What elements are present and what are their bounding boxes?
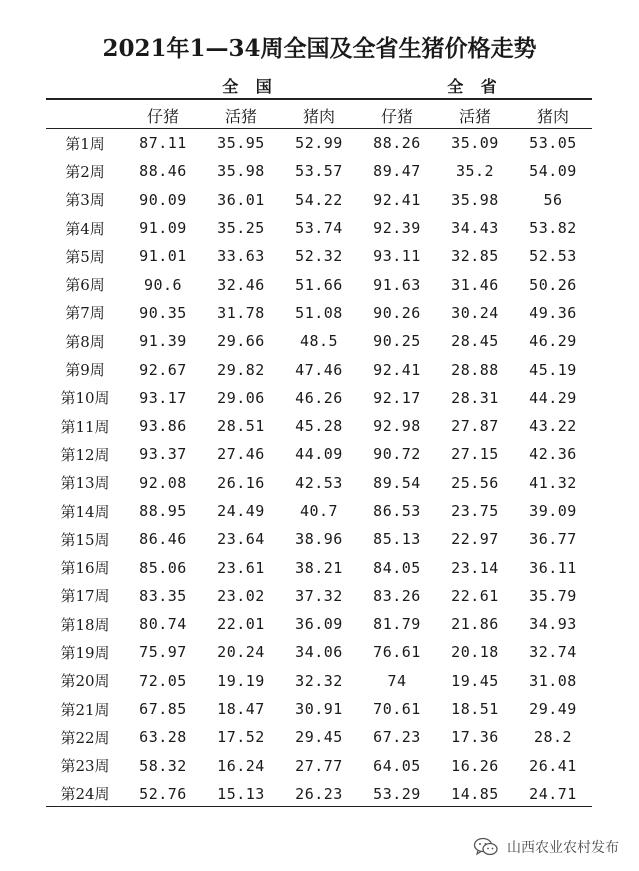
price-cell: 18.51 — [451, 700, 499, 719]
price-cell: 36.11 — [529, 558, 577, 577]
price-cell: 63.28 — [139, 728, 187, 747]
table-row — [46, 553, 592, 581]
price-cell: 23.75 — [451, 502, 499, 520]
price-cell: 36.01 — [217, 190, 265, 209]
table-row — [46, 270, 592, 298]
price-cell: 34.06 — [295, 643, 343, 662]
table-row — [46, 638, 592, 666]
price-cell: 17.52 — [217, 728, 265, 747]
price-cell: 89.54 — [373, 473, 421, 492]
price-cell: 42.53 — [295, 473, 343, 492]
price-cell: 48.5 — [299, 332, 339, 351]
column-header: 活猪 — [224, 106, 257, 126]
price-cell: 90.09 — [139, 190, 187, 209]
week-label: 第3周 — [65, 191, 105, 210]
price-cell: 35.95 — [217, 134, 265, 153]
table-row — [46, 610, 592, 638]
price-cell: 30.24 — [451, 303, 499, 322]
price-cell: 33.63 — [217, 247, 265, 266]
price-cell: 18.47 — [217, 700, 265, 719]
week-label: 第21周 — [60, 700, 110, 719]
week-label: 第16周 — [60, 559, 110, 578]
price-cell: 34.93 — [529, 615, 577, 634]
price-cell: 84.05 — [373, 558, 421, 577]
price-cell: 16.26 — [451, 756, 499, 775]
price-cell: 53.05 — [529, 134, 577, 153]
price-cell: 23.02 — [217, 586, 265, 605]
bottom-rule — [46, 806, 592, 807]
price-cell: 46.29 — [529, 332, 577, 351]
column-header: 仔猪 — [146, 106, 179, 126]
price-cell: 92.41 — [373, 190, 421, 209]
price-cell: 86.46 — [139, 530, 187, 549]
price-cell: 89.47 — [373, 162, 421, 181]
week-label: 第11周 — [60, 417, 110, 436]
price-cell: 47.46 — [295, 360, 343, 379]
price-cell: 64.05 — [373, 756, 421, 775]
page-title: 2021年1—34周全国及全省生猪价格走势 — [102, 35, 537, 62]
price-cell: 90.6 — [143, 275, 183, 294]
price-cell: 45.19 — [529, 360, 577, 379]
price-cell: 25.56 — [451, 473, 499, 492]
price-cell: 28.45 — [451, 332, 499, 351]
week-label: 第5周 — [65, 247, 105, 266]
week-label: 第24周 — [60, 785, 110, 804]
price-cell: 75.97 — [139, 643, 187, 662]
watermark — [473, 837, 619, 857]
price-cell: 23.64 — [217, 530, 265, 549]
price-cell: 39.09 — [529, 502, 577, 520]
column-group-header — [0, 74, 639, 98]
price-cell: 92.67 — [139, 360, 187, 379]
price-cell: 67.85 — [139, 700, 187, 719]
table-row — [46, 186, 592, 214]
price-cell: 90.25 — [373, 332, 421, 351]
price-cell: 36.09 — [295, 615, 343, 634]
table-row — [46, 582, 592, 610]
price-cell: 52.32 — [295, 247, 343, 266]
table-row — [46, 157, 592, 185]
price-cell: 52.53 — [529, 247, 577, 266]
price-cell: 92.39 — [373, 219, 421, 238]
price-cell: 23.61 — [217, 558, 265, 577]
price-cell: 54.09 — [529, 162, 577, 181]
price-cell: 91.09 — [139, 219, 187, 238]
week-label: 第15周 — [60, 530, 110, 549]
price-cell: 24.71 — [529, 784, 577, 803]
week-label: 第6周 — [65, 276, 105, 295]
price-cell: 92.98 — [373, 417, 421, 436]
price-cell: 85.06 — [139, 558, 187, 577]
price-cell: 90.35 — [139, 303, 187, 322]
column-header: 活猪 — [458, 106, 491, 126]
price-cell: 27.77 — [295, 756, 343, 775]
price-cell: 93.11 — [373, 247, 421, 266]
table-row — [46, 469, 592, 497]
price-cell: 27.15 — [451, 445, 499, 464]
price-cell: 83.35 — [139, 586, 187, 605]
price-cell: 29.82 — [217, 360, 265, 379]
price-cell: 29.49 — [529, 700, 577, 719]
price-cell: 19.45 — [451, 671, 499, 690]
wechat-icon — [473, 837, 499, 857]
price-cell: 83.26 — [373, 586, 421, 605]
price-cell: 42.36 — [529, 445, 577, 464]
group-label-national: 全 国 — [222, 77, 278, 96]
price-cell: 52.99 — [295, 134, 343, 153]
price-table — [46, 101, 592, 808]
price-cell: 45.28 — [295, 417, 343, 436]
price-cell: 80.74 — [139, 615, 187, 634]
price-cell: 92.17 — [373, 388, 421, 407]
column-header — [46, 101, 124, 129]
price-cell: 90.26 — [373, 303, 421, 322]
price-cell: 85.13 — [373, 530, 421, 549]
price-cell: 70.61 — [373, 700, 421, 719]
price-cell: 93.86 — [139, 417, 187, 436]
price-cell: 81.79 — [373, 615, 421, 634]
price-cell: 91.01 — [139, 247, 187, 266]
table-row — [46, 497, 592, 525]
price-cell: 53.82 — [529, 219, 577, 238]
price-cell: 23.14 — [451, 558, 499, 577]
column-header: 猪肉 — [302, 106, 335, 126]
price-cell: 24.49 — [217, 502, 265, 520]
table-row — [46, 780, 592, 808]
price-cell: 91.39 — [139, 332, 187, 351]
price-cell: 26.41 — [529, 756, 577, 775]
price-cell: 20.18 — [451, 643, 499, 662]
price-cell: 92.41 — [373, 360, 421, 379]
price-cell: 43.22 — [529, 417, 577, 436]
table-row — [46, 242, 592, 270]
week-label: 第9周 — [65, 361, 105, 380]
price-cell: 26.23 — [295, 784, 343, 803]
price-cell: 44.29 — [529, 388, 577, 407]
price-cell: 52.76 — [139, 784, 187, 803]
week-label: 第13周 — [60, 474, 110, 493]
week-label: 第8周 — [65, 332, 105, 351]
table-row — [46, 695, 592, 723]
price-cell: 90.72 — [373, 445, 421, 464]
price-cell: 93.37 — [139, 445, 187, 464]
table-row — [46, 214, 592, 242]
table-row — [46, 412, 592, 440]
price-cell: 32.74 — [529, 643, 577, 662]
table-row — [46, 355, 592, 383]
week-label: 第20周 — [60, 672, 110, 691]
week-label: 第4周 — [65, 219, 105, 238]
price-cell: 31.46 — [451, 275, 499, 294]
week-label: 第7周 — [65, 304, 105, 323]
price-cell: 40.7 — [299, 502, 339, 520]
price-cell: 35.98 — [217, 162, 265, 181]
price-cell: 14.85 — [451, 784, 499, 803]
price-cell: 51.66 — [295, 275, 343, 294]
price-cell: 76.61 — [373, 643, 421, 662]
price-cell: 53.74 — [295, 219, 343, 238]
price-cell: 38.21 — [295, 558, 343, 577]
price-cell: 93.17 — [139, 388, 187, 407]
week-label: 第12周 — [60, 445, 110, 464]
price-cell: 54.22 — [295, 190, 343, 209]
price-cell: 30.91 — [295, 700, 343, 719]
price-cell: 28.2 — [533, 728, 573, 747]
price-cell: 34.43 — [451, 219, 499, 238]
price-cell: 37.32 — [295, 586, 343, 605]
header-rule — [46, 128, 592, 129]
price-cell: 27.87 — [451, 417, 499, 436]
price-cell: 29.06 — [217, 388, 265, 407]
price-cell: 29.45 — [295, 728, 343, 747]
table-row — [46, 667, 592, 695]
price-cell: 35.79 — [529, 586, 577, 605]
table-row — [46, 384, 592, 412]
price-cell: 88.95 — [139, 502, 187, 520]
table-row — [46, 752, 592, 780]
price-cell: 19.19 — [217, 671, 265, 690]
week-label: 第14周 — [60, 502, 110, 521]
watermark-text: 山西农业农村发布 — [507, 840, 619, 856]
price-cell: 53.57 — [295, 162, 343, 181]
table-row — [46, 440, 592, 468]
price-cell: 38.96 — [295, 530, 343, 549]
price-cell: 87.11 — [139, 134, 187, 153]
table-row — [46, 299, 592, 327]
week-label: 第1周 — [65, 134, 105, 153]
price-cell: 35.98 — [451, 190, 499, 209]
price-cell: 15.13 — [217, 784, 265, 803]
price-cell: 88.26 — [373, 134, 421, 153]
table-row — [46, 723, 592, 751]
price-cell: 88.46 — [139, 162, 187, 181]
week-label: 第2周 — [65, 162, 105, 181]
price-cell: 56 — [543, 190, 563, 209]
column-header: 猪肉 — [536, 106, 569, 126]
price-cell: 58.32 — [139, 756, 187, 775]
group-label-provincial: 全 省 — [447, 77, 503, 96]
price-cell: 86.53 — [373, 502, 421, 520]
price-cell: 31.08 — [529, 671, 577, 690]
price-cell: 35.25 — [217, 219, 265, 238]
price-cell: 35.09 — [451, 134, 499, 153]
price-cell: 53.29 — [373, 784, 421, 803]
price-cell: 29.66 — [217, 332, 265, 351]
price-cell: 35.2 — [455, 162, 495, 181]
week-label: 第19周 — [60, 643, 110, 662]
table-header-row — [46, 101, 592, 129]
price-cell: 31.78 — [217, 303, 265, 322]
table-row — [46, 525, 592, 553]
top-rule — [46, 98, 592, 100]
price-cell: 32.32 — [295, 671, 343, 690]
price-cell: 20.24 — [217, 643, 265, 662]
price-cell: 22.61 — [451, 586, 499, 605]
price-cell: 17.36 — [451, 728, 499, 747]
price-cell: 67.23 — [373, 728, 421, 747]
price-cell: 28.31 — [451, 388, 499, 407]
price-cell: 27.46 — [217, 445, 265, 464]
price-cell: 44.09 — [295, 445, 343, 464]
price-cell: 32.85 — [451, 247, 499, 266]
price-cell: 26.16 — [217, 473, 265, 492]
price-cell: 51.08 — [295, 303, 343, 322]
price-cell: 92.08 — [139, 473, 187, 492]
price-cell: 22.97 — [451, 530, 499, 549]
week-label: 第10周 — [60, 389, 110, 408]
table-row — [46, 129, 592, 157]
price-cell: 28.88 — [451, 360, 499, 379]
price-cell: 91.63 — [373, 275, 421, 294]
price-cell: 32.46 — [217, 275, 265, 294]
price-cell: 28.51 — [217, 417, 265, 436]
price-cell: 46.26 — [295, 388, 343, 407]
price-cell: 21.86 — [451, 615, 499, 634]
price-cell: 49.36 — [529, 303, 577, 322]
table-row — [46, 327, 592, 355]
price-cell: 22.01 — [217, 615, 265, 634]
column-header: 仔猪 — [380, 106, 413, 126]
week-label: 第18周 — [60, 615, 110, 634]
week-label: 第23周 — [60, 757, 110, 776]
price-cell: 41.32 — [529, 473, 577, 492]
price-cell: 16.24 — [217, 756, 265, 775]
price-cell: 50.26 — [529, 275, 577, 294]
price-cell: 74 — [387, 671, 407, 690]
week-label: 第17周 — [60, 587, 110, 606]
price-cell: 36.77 — [529, 530, 577, 549]
week-label: 第22周 — [60, 728, 110, 747]
price-cell: 72.05 — [139, 671, 187, 690]
